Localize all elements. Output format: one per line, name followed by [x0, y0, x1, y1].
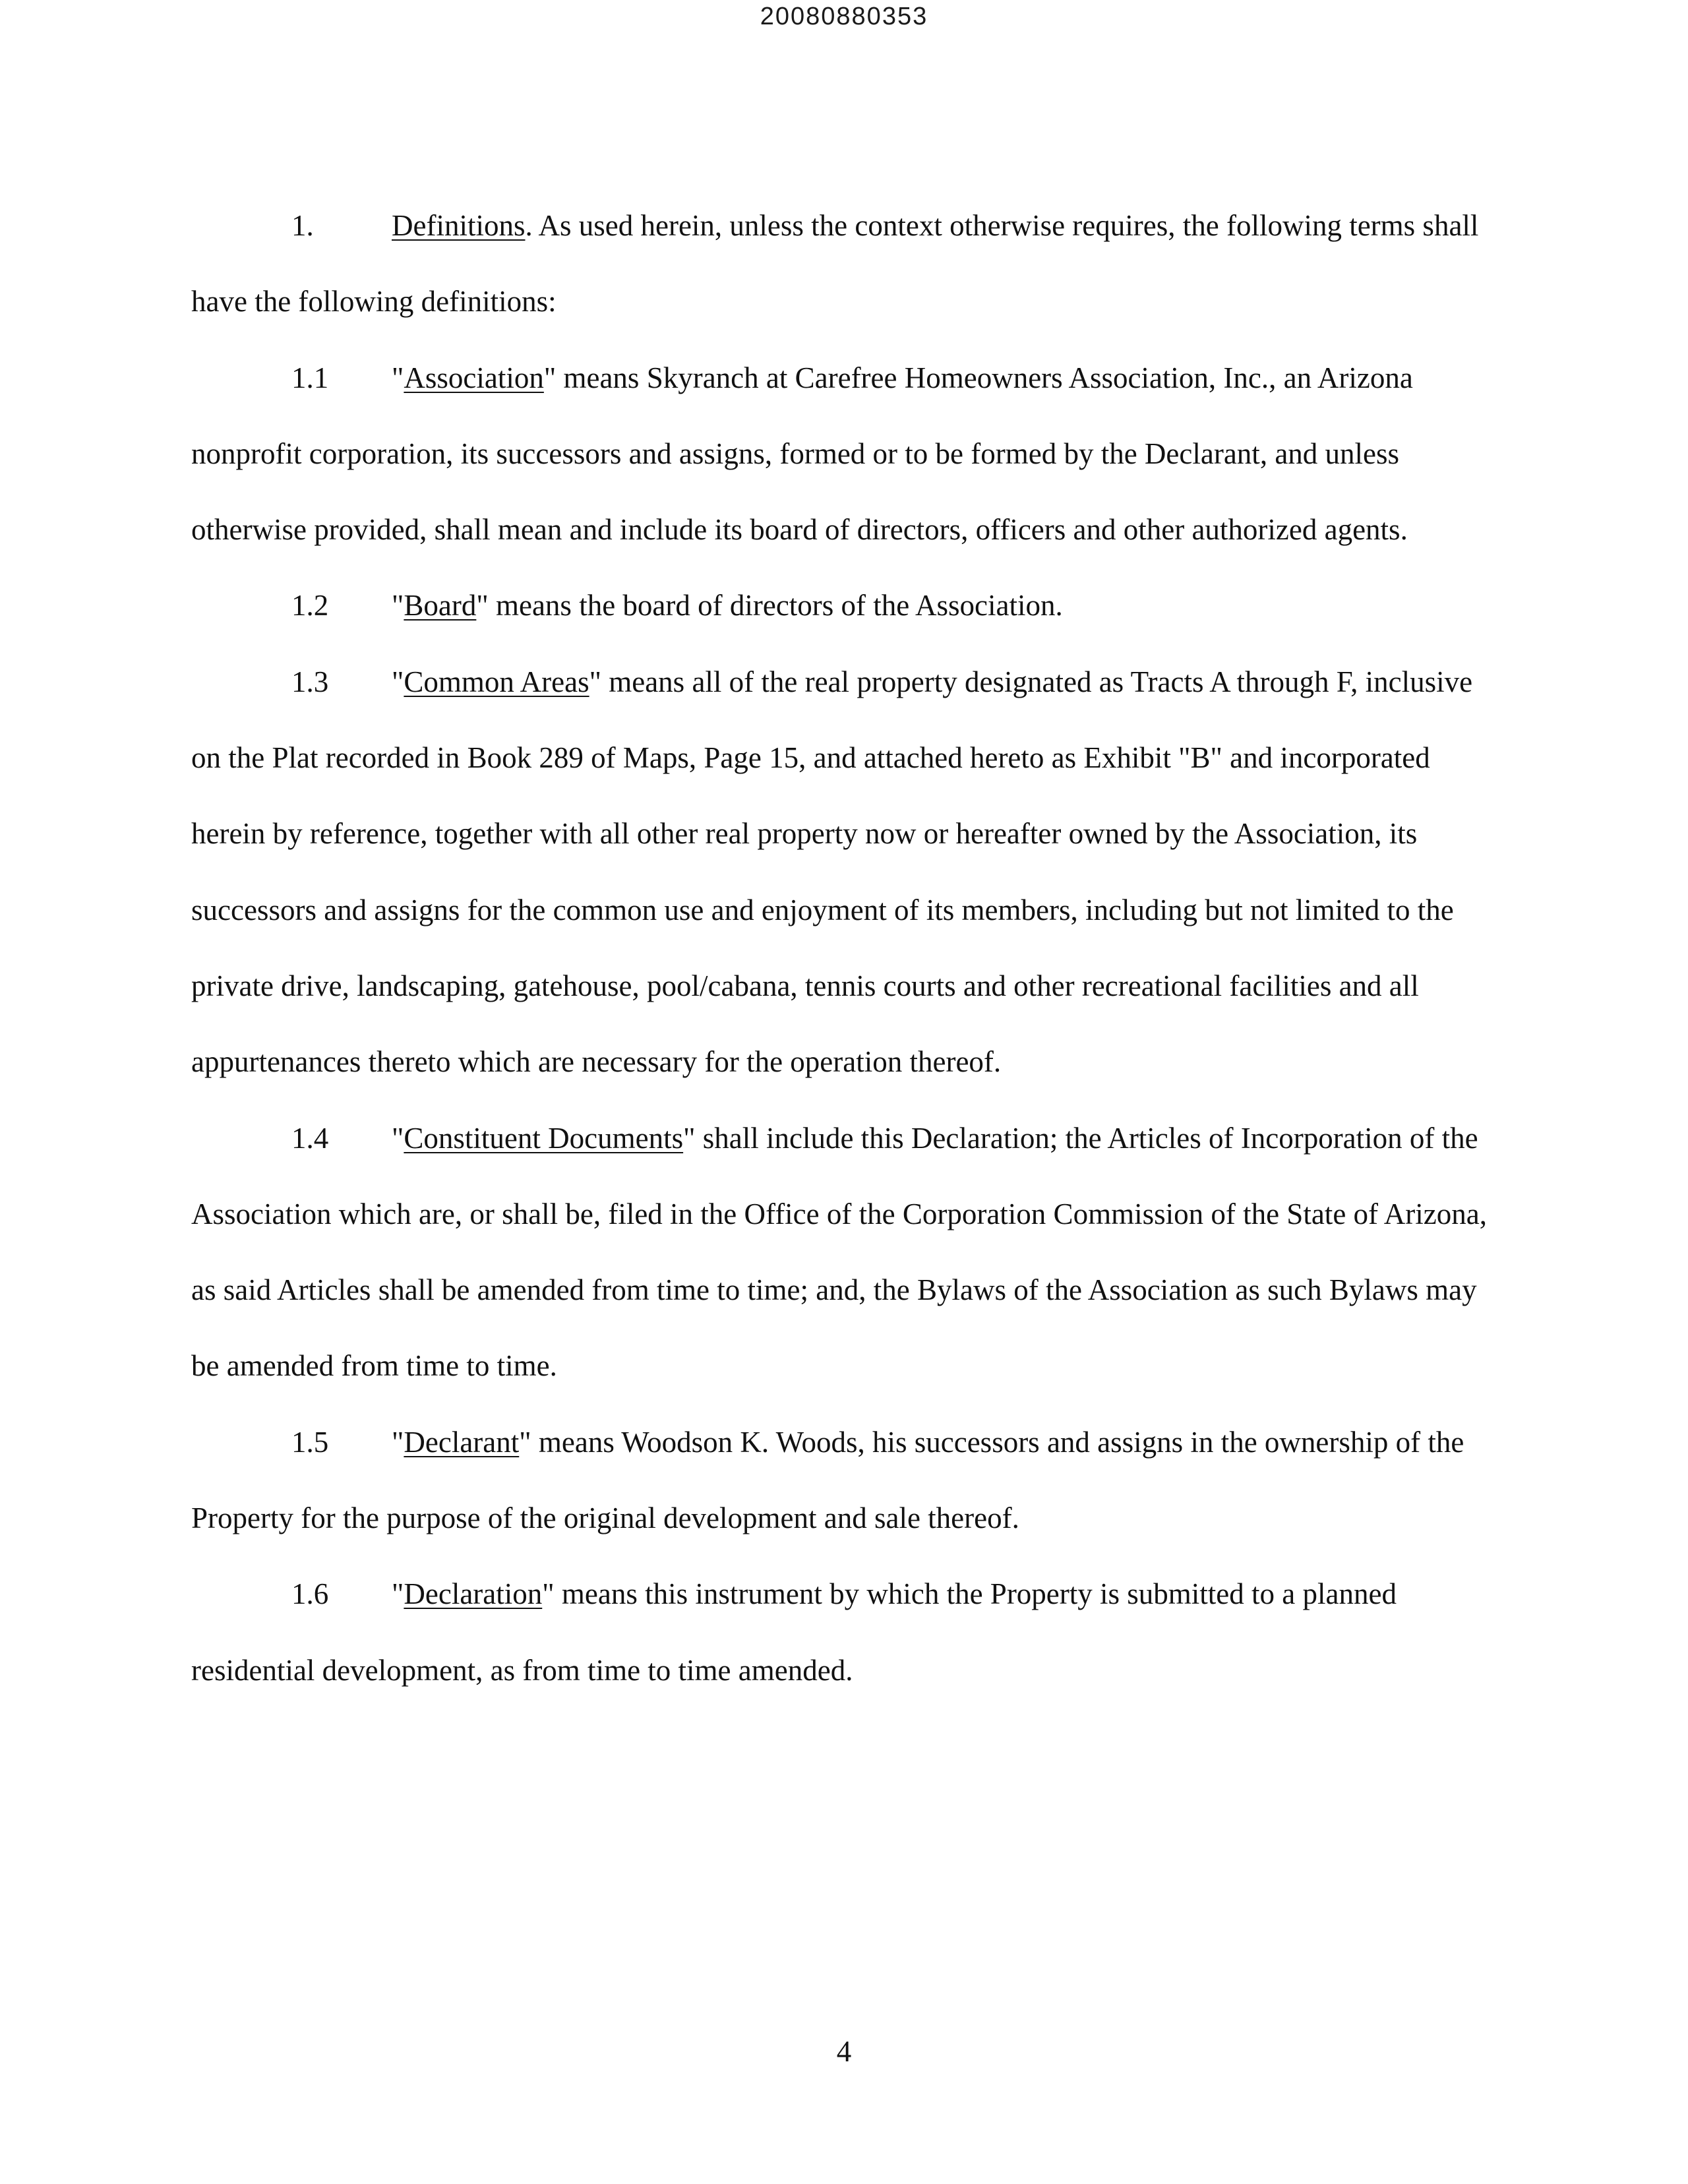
section-number: 1.6: [291, 1577, 329, 1611]
section-text: " shall include this Declaration; the Articles of Incorporation of the Association which are, or shall be, filed in the Office of the Corporation Commission of the State of Arizona, as said Articles shall be amended from time to time; and, the Bylaws of the Association as such Bylaws may be amended from time to time.: [191, 1121, 1487, 1383]
section-term: Declaration: [404, 1577, 543, 1611]
open-quote: ": [392, 665, 404, 698]
section-number: 1.: [291, 209, 314, 242]
section-text: " means all of the real property designated as Tracts A through F, inclusive on the Plat recorded in Book 289 of Maps, Page 15, and attached hereto as Exhibit "B" and incorporated herein by reference, together with all other real property now or hereafter owned by the Association, its successors and assigns for the common use and enjoyment of its members, including but not limited to the private drive, landscaping, gatehouse, pool/cabana, tennis courts and other recreational facilities and all appurtenances thereto which are necessary for the operation thereof.: [191, 665, 1473, 1079]
section-number: 1.4: [291, 1121, 329, 1155]
section-number: 1.5: [291, 1425, 329, 1459]
section-text: . As used herein, unless the context otherwise requires, the following terms shall have the following definitions:: [191, 209, 1479, 318]
open-quote: ": [392, 1577, 404, 1611]
document-body: [191, 188, 1497, 1709]
page-number: 4: [836, 2035, 852, 2068]
section-term: Board: [404, 589, 477, 622]
open-quote: ": [392, 361, 404, 394]
section-1: [191, 188, 1497, 340]
section-term: Declarant: [404, 1425, 520, 1459]
section-1-3: [191, 644, 1497, 1101]
section-number: 1.2: [291, 589, 329, 622]
section-text: " means this instrument by which the Property is submitted to a planned residential development, as from time to time amended.: [191, 1577, 1397, 1687]
section-1-1: [191, 340, 1497, 568]
section-1-4: [191, 1101, 1497, 1405]
section-1-2: [191, 568, 1497, 644]
section-term: Common Areas: [404, 665, 589, 698]
open-quote: ": [392, 1121, 404, 1155]
section-text: " means Woodson K. Woods, his successors and assigns in the ownership of the Property for the purpose of the original development and sale thereof.: [191, 1425, 1464, 1535]
open-quote: ": [392, 589, 404, 622]
section-number: 1.3: [291, 665, 329, 698]
section-term: Definitions: [392, 209, 526, 242]
section-term: Constituent Documents: [404, 1121, 684, 1155]
document-number: 20080880353: [760, 3, 928, 30]
section-text: " means the board of directors of the Association.: [476, 589, 1063, 622]
section-term: Association: [404, 361, 544, 394]
section-text: " means Skyranch at Carefree Homeowners Association, Inc., an Arizona nonprofit corporation, its successors and assigns, formed or to be formed by the Declarant, and unless otherwise provided, shall mean and include its board of directors, officers and other authorized agents.: [191, 361, 1413, 547]
section-number: 1.1: [291, 361, 329, 394]
section-1-5: [191, 1405, 1497, 1557]
open-quote: ": [392, 1425, 404, 1459]
section-1-6: [191, 1556, 1497, 1709]
